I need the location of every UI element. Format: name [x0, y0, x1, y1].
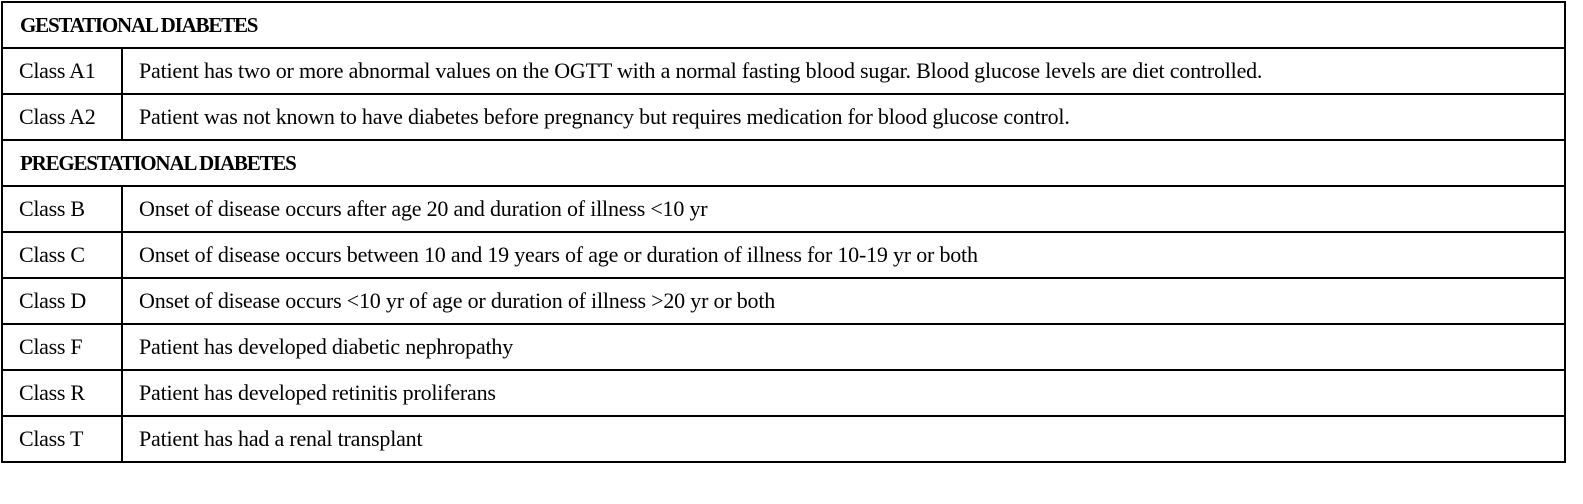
diabetes-classification-table	[1, 1, 1566, 463]
class-label: Class D	[2, 278, 122, 324]
table-row-class-a1	[2, 48, 1565, 94]
class-description: Patient has had a renal transplant	[122, 416, 1565, 462]
section-title-gestational: GESTATIONAL DIABETES	[2, 2, 1565, 48]
class-description: Patient has developed diabetic nephropathy	[122, 324, 1565, 370]
table-row-class-a2	[2, 94, 1565, 140]
table-row-class-d	[2, 278, 1565, 324]
class-description: Patient has developed retinitis proliferans	[122, 370, 1565, 416]
class-description: Onset of disease occurs after age 20 and duration of illness <10 yr	[122, 186, 1565, 232]
table-row-class-b	[2, 186, 1565, 232]
table-row-class-f	[2, 324, 1565, 370]
class-label: Class F	[2, 324, 122, 370]
table-row-class-r	[2, 370, 1565, 416]
section-header-row	[2, 140, 1565, 186]
class-label: Class B	[2, 186, 122, 232]
class-description: Onset of disease occurs <10 yr of age or duration of illness >20 yr or both	[122, 278, 1565, 324]
class-label: Class R	[2, 370, 122, 416]
section-header-row	[2, 2, 1565, 48]
section-title-pregestational: PREGESTATIONAL DIABETES	[2, 140, 1565, 186]
table-row-class-t	[2, 416, 1565, 462]
class-description: Onset of disease occurs between 10 and 19 years of age or duration of illness for 10-19 yr or both	[122, 232, 1565, 278]
class-description: Patient has two or more abnormal values on the OGTT with a normal fasting blood sugar. Blood glucose levels are diet controlled.	[122, 48, 1565, 94]
class-description: Patient was not known to have diabetes before pregnancy but requires medication for blood glucose control.	[122, 94, 1565, 140]
class-label: Class T	[2, 416, 122, 462]
class-label: Class A1	[2, 48, 122, 94]
class-label: Class C	[2, 232, 122, 278]
table-row-class-c	[2, 232, 1565, 278]
class-label: Class A2	[2, 94, 122, 140]
